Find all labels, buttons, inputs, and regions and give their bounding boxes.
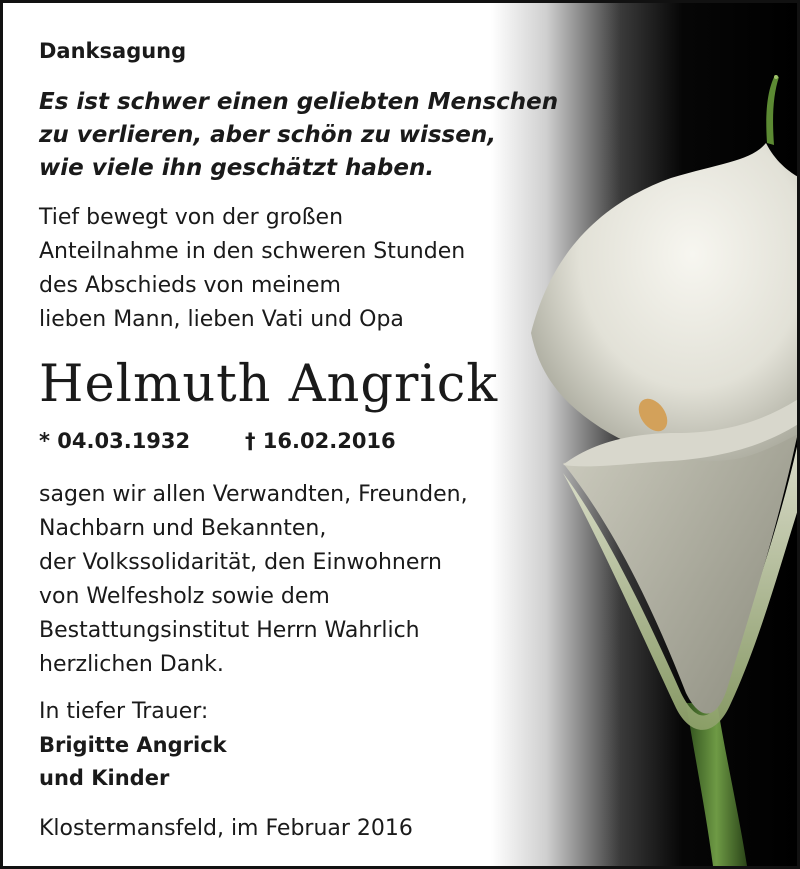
intro-line: Tief bewegt von der großen — [39, 205, 344, 230]
mourner-name: Brigitte Angrick — [39, 733, 227, 757]
deceased-name: Helmuth Angrick — [39, 355, 499, 414]
thanks-line: der Volkssolidarität, den Einwohnern — [39, 550, 442, 575]
notice-heading: Danksagung — [39, 39, 187, 63]
death-date: † 16.02.2016 — [245, 429, 396, 453]
quote-line: wie viele ihn geschätzt haben. — [39, 155, 435, 181]
intro-line: Anteilnahme in den schweren Stunden — [39, 239, 466, 264]
mourner-name: und Kinder — [39, 766, 170, 790]
thanks-line: von Welfesholz sowie dem — [39, 584, 330, 609]
thanks-line: Nachbarn und Bekannten, — [39, 516, 327, 541]
calla-lily-image — [491, 3, 800, 866]
intro-line: lieben Mann, lieben Vati und Opa — [39, 307, 404, 332]
birth-date: * 04.03.1932 — [39, 429, 191, 453]
quote-line: Es ist schwer einen geliebten Menschen — [39, 89, 559, 115]
quote-line: zu verlieren, aber schön zu wissen, — [39, 122, 496, 148]
mourning-label: In tiefer Trauer: — [39, 699, 209, 724]
place-date: Klostermansfeld, im Februar 2016 — [39, 816, 413, 841]
intro-line: des Abschieds von meinem — [39, 273, 341, 298]
thanks-line: Bestattungsinstitut Herrn Wahrlich — [39, 618, 420, 643]
calla-lily-illustration — [491, 3, 800, 866]
thanks-line: herzlichen Dank. — [39, 652, 224, 677]
thanks-line: sagen wir allen Verwandten, Freunden, — [39, 482, 468, 507]
